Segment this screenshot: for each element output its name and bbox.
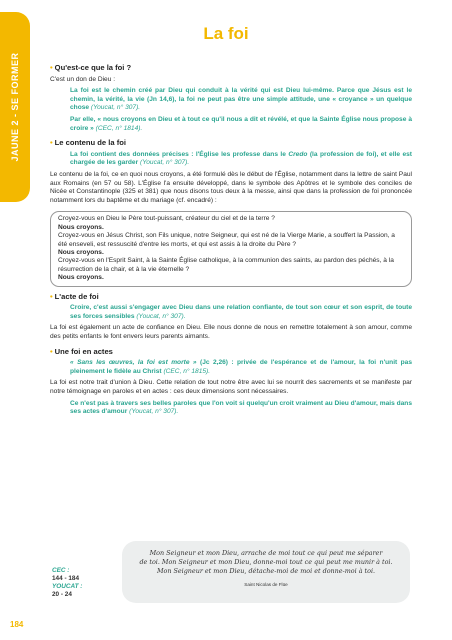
creed-question: Croyez-vous en Dieu le Père tout-puissant, créateur du ciel et de la terre ? bbox=[58, 215, 275, 223]
creed-response: Nous croyons. bbox=[58, 223, 104, 231]
prayer-line: Mon Seigneur et mon Dieu, arrache de moi tout ce qui peut me séparer bbox=[149, 549, 383, 557]
quote: Ce n'est pas à travers ses belles paroles que l'on voit si quelqu'un croit vraiment au Dieu d'amour, mais dans ses actes d'amour (Youcat, n° 307). bbox=[70, 399, 412, 416]
quote: « Sans les œuvres, la foi est morte » (Jc 2,26) : privée de l'espérance et de l'amour, la foi n'unit pas pleinement le fidèle au Christ (CEC, n° 1815). bbox=[70, 359, 412, 375]
section-tab-label: JAUNE 2 - SE FORMER bbox=[10, 52, 20, 162]
youcat-label: YOUCAT : bbox=[52, 583, 83, 590]
creed-response: Nous croyons. bbox=[58, 248, 104, 256]
section-heading: • Une foi en actes bbox=[50, 346, 113, 356]
quote: Croire, c'est aussi s'engager avec Dieu dans une relation confiante, de tout son cœur et son esprit, de toute ses forces sensibles (Youcat, n° 307). bbox=[70, 304, 412, 320]
quote: La foi est le chemin créé par Dieu qui conduit à la vérité qui est Dieu lui-même. Parce que Jésus est le chemin, la vérité, la vie (Jn 14,6), la foi ne peut pas être une simple attitude, une « croyance » un quelque chose (Youcat, n° 307). bbox=[70, 87, 412, 112]
paragraph: La foi est également un acte de confiance en Dieu. Elle nous donne de nous en remettre totalement à son amour, comme des petits enfants le font envers leurs parents aimants. bbox=[50, 324, 412, 340]
section-heading: • L'acte de foi bbox=[50, 291, 99, 301]
page-title: La foi bbox=[203, 24, 249, 43]
creed-box bbox=[50, 211, 412, 286]
paragraph: C'est un don de Dieu : bbox=[50, 75, 116, 83]
prayer-author: Saint Nicolas de Flüe bbox=[244, 582, 288, 587]
page-number: 184 bbox=[10, 620, 24, 629]
creed-response: Nous croyons. bbox=[58, 274, 104, 282]
main-content bbox=[50, 58, 412, 420]
quote: Par elle, « nous croyons en Dieu et à tout ce qu'il nous a dit et révélé, et que la Sainte Église nous propose à croire » (CEC, n° 1814). bbox=[70, 115, 412, 132]
prayer-line: de toi. Mon Seigneur et mon Dieu, donne-moi tout ce qui peut me munir à toi. bbox=[139, 558, 393, 566]
references bbox=[52, 567, 82, 599]
prayer-line: Mon Seigneur et mon Dieu, détache-moi de moi et donne-moi à toi. bbox=[156, 567, 376, 575]
prayer-box bbox=[122, 541, 410, 603]
section-heading: • Le contenu de la foi bbox=[50, 138, 126, 148]
section-heading: • Qu'est-ce que la foi ? bbox=[50, 63, 132, 72]
paragraph: Le contenu de la foi, ce en quoi nous croyons, a été formulé dès le début de l'Église, notamment dans la lettre de saint Paul aux Romains (en 57 ou 58). L'Église l'a ensuite développé, dans le symbole des Apôtres et le symbole des conciles de Nicée et Constantinople (325 et 381) que nous disons tous deux à la messe, ainsi que dans la profession de foi prononcée notamment lors du baptême et du mariage (cf. encadré) : bbox=[50, 170, 412, 204]
quote: La foi contient des données précises : l'Église les professe dans le Credo (la profession de foi), et elle est chargée de les garder (Youcat, n° 307). bbox=[70, 150, 413, 167]
creed-question: Croyez-vous en Jésus Christ, son Fils unique, notre Seigneur, qui est né de la Vierge Marie, a souffert la Passion, a été enseveli, est ressuscité d'entre les morts, et qui est assis à la droite du Père ? bbox=[58, 232, 395, 248]
paragraph: La foi est notre trait d'union à Dieu. Cette relation de tout notre être avec lui se nourrit des sacrements et se manifeste par notre témoignage en paroles et en actes : ces deux dimensions sont nécessaires. bbox=[50, 379, 412, 395]
cec-value: 144 - 184 bbox=[52, 575, 80, 582]
youcat-value: 20 - 24 bbox=[52, 591, 72, 598]
creed-question: Croyez-vous en l'Esprit Saint, à la Sainte Église catholique, à la communion des saints, au pardon des péchés, à la résurrection de la chair, et à la vie éternelle ? bbox=[58, 257, 394, 273]
cec-label: CEC : bbox=[52, 567, 70, 574]
